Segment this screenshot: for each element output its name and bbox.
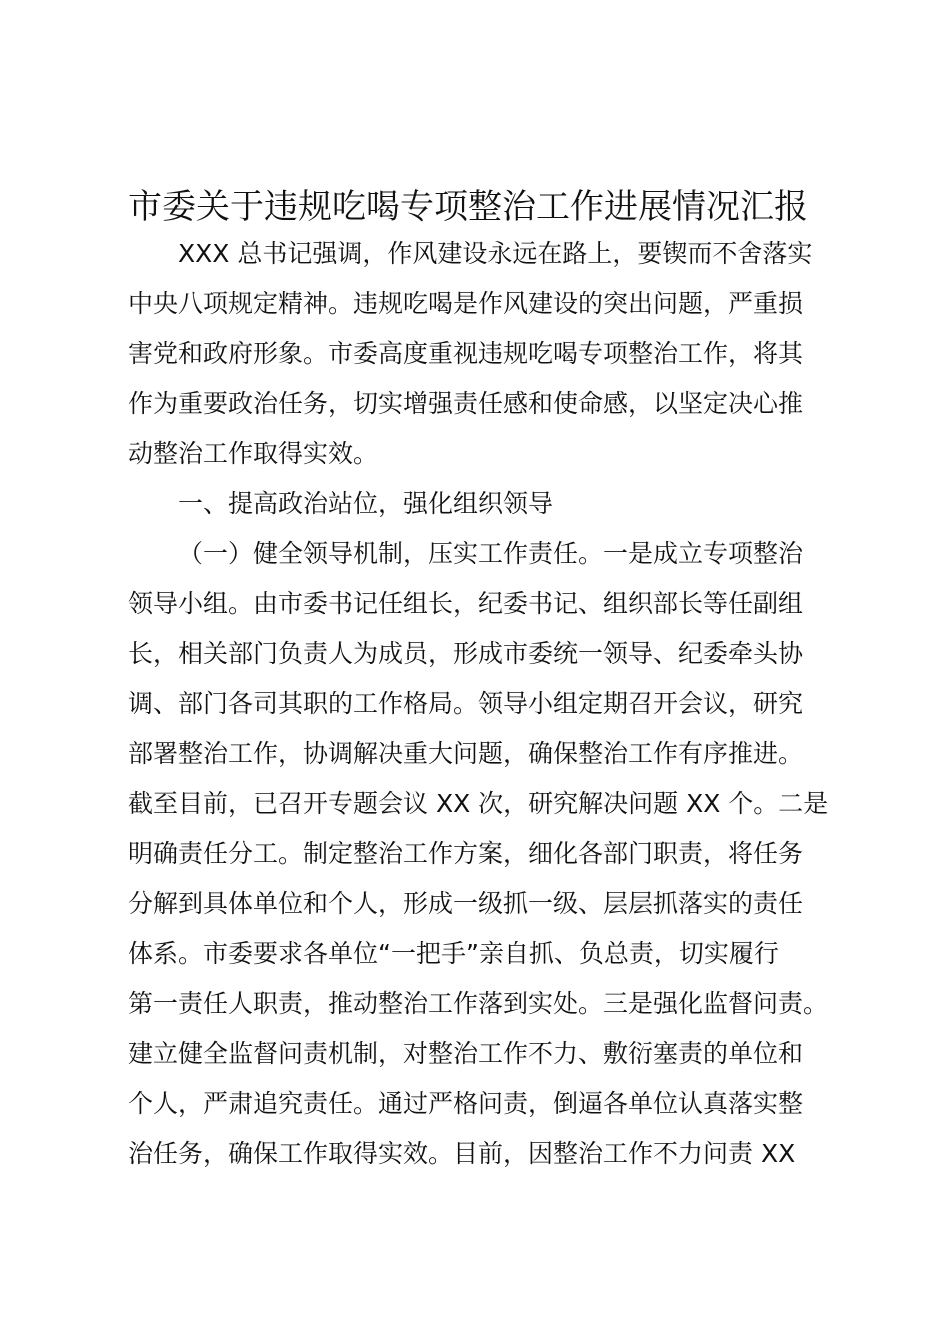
text-line: 明确责任分工。制定整治工作方案，细化各部门职责，将任务: [128, 839, 804, 868]
text-line: 第一责任人职责，推动整治工作落到实处。三是强化监督问责。: [128, 989, 829, 1018]
text-line: 部署整治工作，协调解决重大问题，确保整治工作有序推进。: [128, 739, 804, 768]
text-line: 建立健全监督问责机制，对整治工作不力、敷衍塞责的单位和: [128, 1039, 804, 1068]
text-line: 中央八项规定精神。违规吃喝是作风建设的突出问题，严重损: [128, 289, 804, 318]
section-paragraph: [128, 529, 848, 1179]
text-line: 调、部门各司其职的工作格局。领导小组定期召开会议，研究: [128, 689, 804, 718]
text-line: 体系。市委要求各单位“一把手”亲自抓、负总责，切实履行: [128, 939, 779, 968]
text-line: 领导小组。由市委书记任组长，纪委书记、组织部长等任副组: [128, 589, 804, 618]
section-heading-text: 一、提高政治站位，强化组织领导: [178, 489, 554, 518]
text-line: 动整治工作取得实效。: [128, 439, 379, 468]
text-line: 作为重要政治任务，切实增强责任感和使命感，以坚定决心推: [128, 389, 804, 418]
intro-paragraph: [128, 229, 848, 479]
text-line: 长，相关部门负责人为成员，形成市委统一领导、纪委牵头协: [128, 639, 804, 668]
text-line: 害党和政府形象。市委高度重视违规吃喝专项整治工作，将其: [128, 339, 804, 368]
text-line: XXX 总书记强调，作风建设永远在路上，要锲而不舍落实: [178, 239, 813, 268]
section-heading: [128, 479, 848, 529]
text-line: 治任务，确保工作取得实效。目前，因整治工作不力问责 XX: [128, 1139, 796, 1168]
document-title: 市委关于违规吃喝专项整治工作进展情况汇报: [128, 187, 808, 227]
text-line: （一）健全领导机制，压实工作责任。一是成立专项整治: [178, 539, 804, 568]
text-line: 分解到具体单位和个人，形成一级抓一级、层层抓落实的责任: [128, 889, 804, 918]
text-line: 截至目前，已召开专题会议 XX 次，研究解决问题 XX 个。二是: [128, 789, 829, 818]
text-line: 个人，严肃追究责任。通过严格问责，倒逼各单位认真落实整: [128, 1089, 804, 1118]
